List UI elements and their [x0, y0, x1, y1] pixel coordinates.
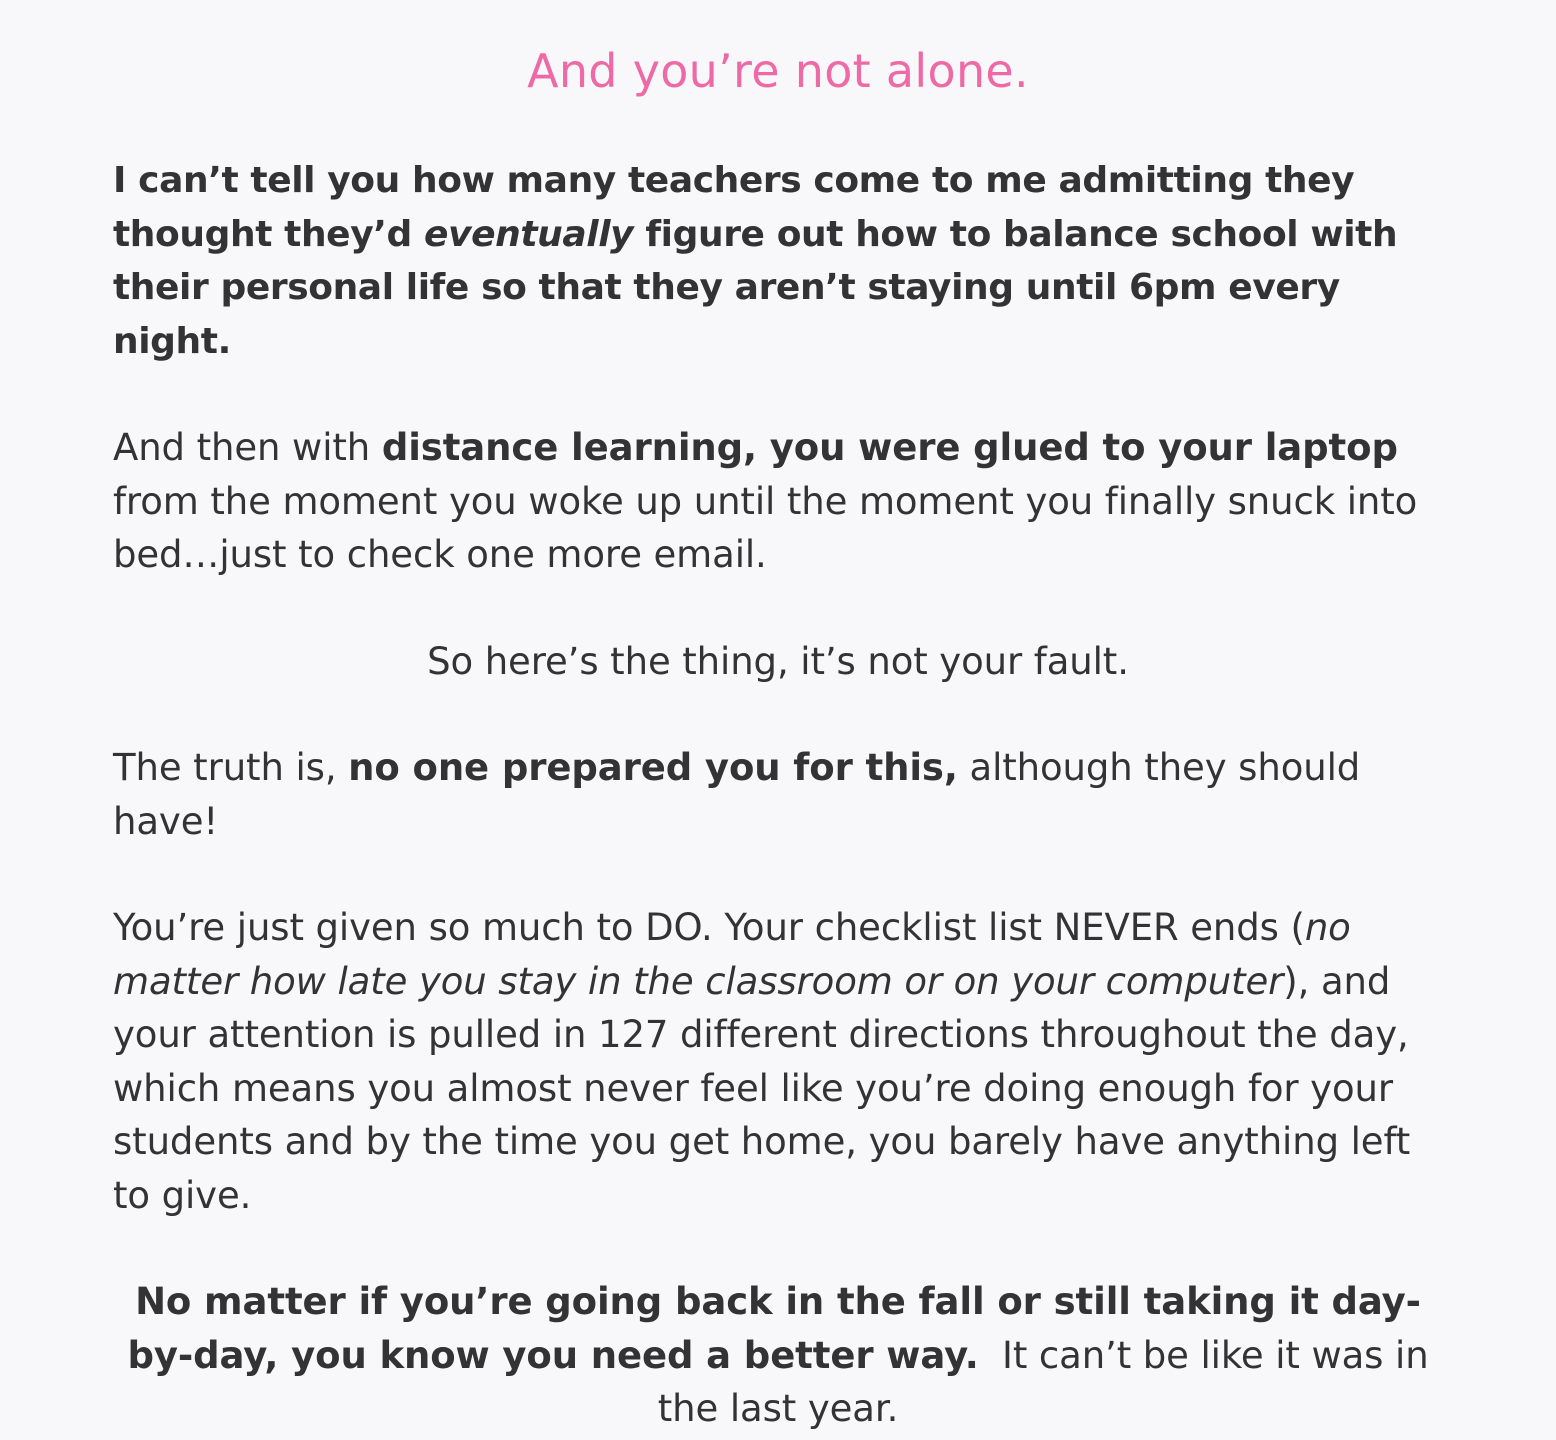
paragraph-teachers-text-c: figure out how to balance school with their personal life so that they aren’t staying until 6pm every night. [113, 213, 1398, 362]
paragraph-better-way-bold: No matter if you’re going back in the fall or still taking it day-by-day, you know you need a better way. [127, 1280, 1421, 1377]
paragraph-checklist-italic: no matter how late you stay in the classroom or on your computer [113, 906, 1351, 1003]
paragraph-distance-text-a: And then with [113, 426, 382, 469]
paragraph-truth-bold: no one prepared you for this, [348, 746, 958, 789]
paragraph-checklist [113, 901, 1443, 1222]
paragraph-distance-text-c: from the moment you woke up until the moment you finally snuck into bed…just to check one more email. [113, 479, 1418, 576]
paragraph-better-way-text: It can’t be like it was in the last year. [657, 1333, 1441, 1430]
main-content [113, 0, 1443, 1436]
paragraph-truth-text-a: The truth is, [113, 746, 349, 789]
paragraph-distance-learning [113, 421, 1443, 582]
paragraph-truth [113, 741, 1443, 848]
paragraph-not-your-fault: So here’s the thing, it’s not your fault. [427, 639, 1129, 683]
paragraph-truth-text-c: although they should have! [113, 746, 1361, 843]
paragraph-distance-bold: distance learning, you were glued to your laptop [381, 426, 1398, 469]
paragraph-teachers-text-a: I can’t tell you how many teachers come to me admitting they thought they’d [113, 160, 1355, 255]
section-heading: And you’re not alone. [527, 44, 1029, 98]
paragraph-teachers-italic: eventually [424, 213, 634, 255]
paragraph-better-way [113, 1275, 1443, 1436]
paragraph-checklist-text-a: You’re just given so much to DO. Your checklist list NEVER ends ( [113, 906, 1305, 949]
paragraph-teachers [113, 154, 1443, 368]
paragraph-checklist-text-c: ), and your attention is pulled in 127 different directions throughout the day, which means you almost never feel like you’re doing enough for your students and by the time you get home, you barely have anything left to give. [113, 959, 1411, 1217]
